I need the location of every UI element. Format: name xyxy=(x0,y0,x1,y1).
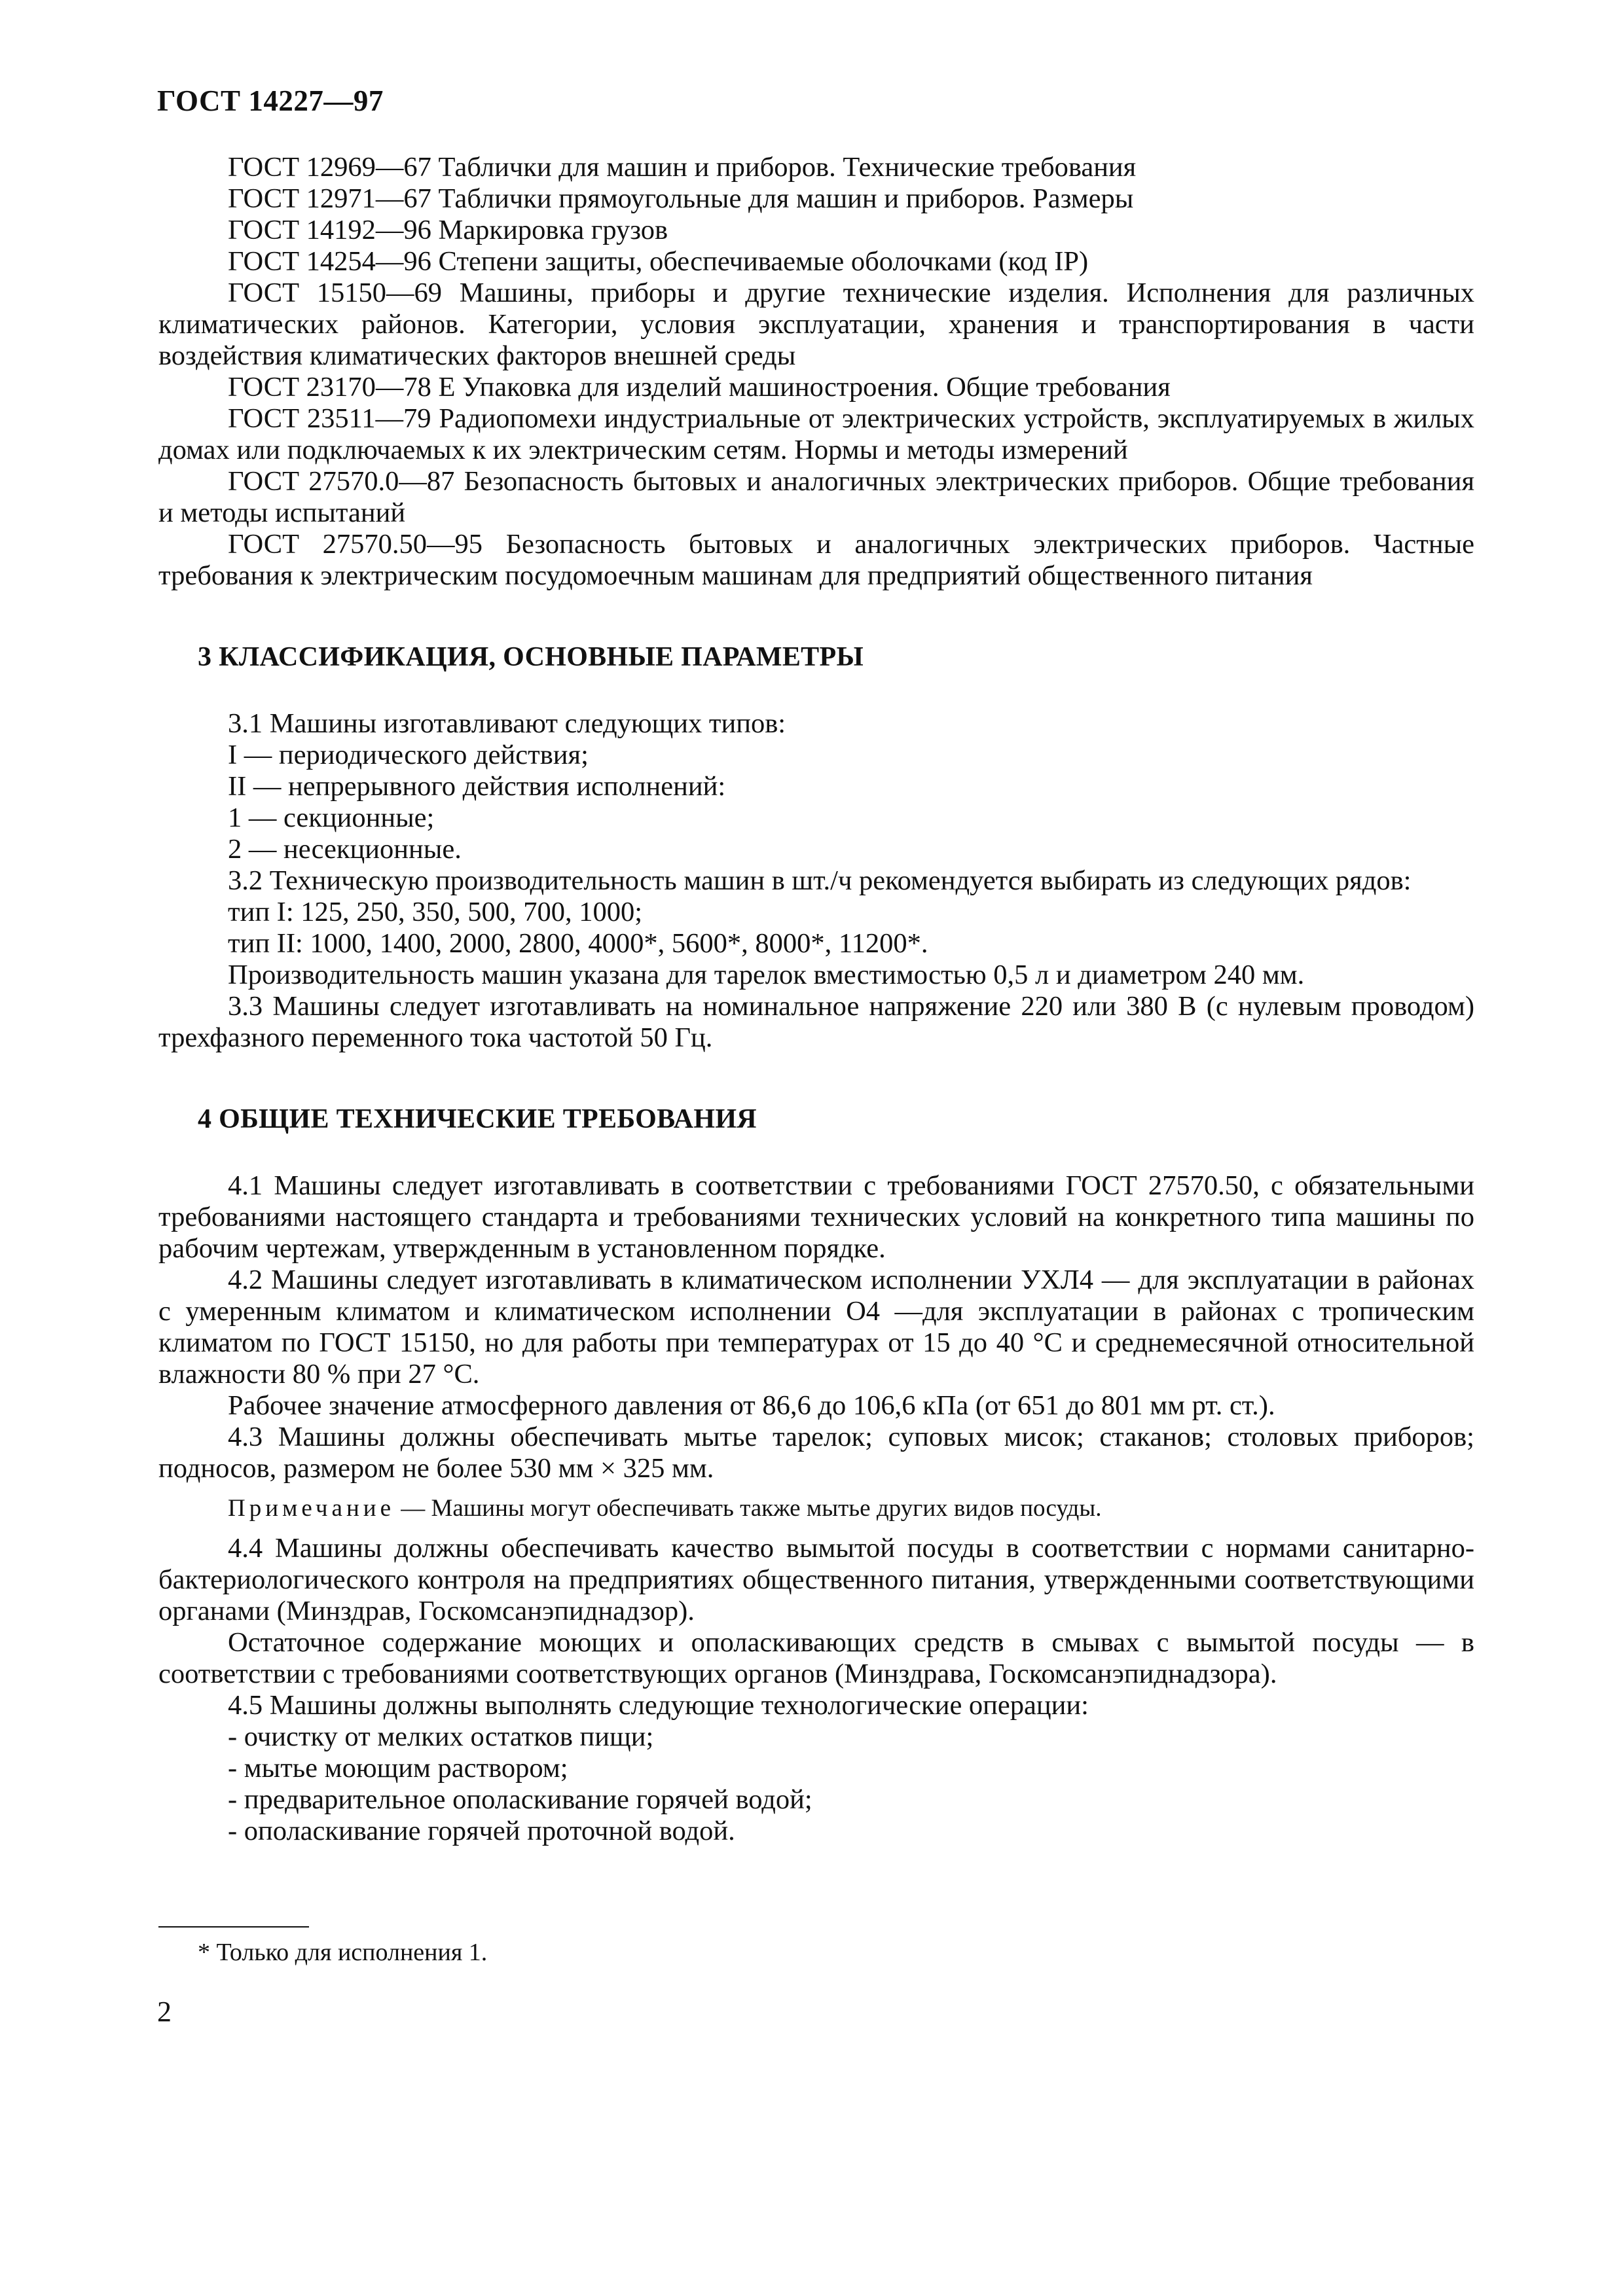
reference-item: ГОСТ 27570.0—87 Безопасность бытовых и аналогичных электрических приборов. Общие требования и методы испытаний xyxy=(158,466,1474,528)
reference-item: ГОСТ 23170—78 Е Упаковка для изделий машиностроения. Общие требования xyxy=(228,372,1171,403)
operation-item: - мытье моющим раствором; xyxy=(228,1753,568,1784)
paragraph-3-2: 3.2 Техническую производительность машин в шт./ч рекомендуется выбирать из следующих рядов: xyxy=(228,865,1412,896)
reference-item: ГОСТ 12969—67 Таблички для машин и приборов. Технические требования xyxy=(228,152,1137,183)
operation-item: - предварительное ополаскивание горячей водой; xyxy=(228,1784,812,1815)
paragraph-4-2: 4.2 Машины следует изготавливать в климатическом исполнении УХЛ4 — для эксплуатации в районах с умеренным климатом и климатическом исполнении О4 —для эксплуатации в районах с тропическим климатом по ГОСТ 15150, но для работы при температурах от 15 до 40 °С и среднемесячной относительной влажности 80 % при 27 °С. xyxy=(158,1265,1474,1390)
operation-item: - ополаскивание горячей проточной водой. xyxy=(228,1816,735,1846)
reference-item: ГОСТ 14192—96 Маркировка грузов xyxy=(228,215,668,245)
paragraph-4-1: 4.1 Машины следует изготавливать в соответствии с требованиями ГОСТ 27570.50, с обязательными требованиями настоящего стандарта и требованиями технических условий на конкретного типа машины по рабочим чертежам, утвержденным в установленном порядке. xyxy=(158,1170,1474,1264)
operation-item: - очистку от мелких остатков пищи; xyxy=(228,1721,654,1752)
note-text: — Машины могут обеспечивать также мытье других видов посуды. xyxy=(395,1495,1102,1522)
execution-item: 2 — несекционные. xyxy=(228,834,462,865)
reference-item: ГОСТ 12971—67 Таблички прямоугольные для машин и приборов. Размеры xyxy=(228,183,1134,214)
note-paragraph xyxy=(158,1494,1474,1524)
reference-item: ГОСТ 27570.50—95 Безопасность бытовых и аналогичных электрических приборов. Частные требования к электрическим посудомоечным машинам для предприятий общественного питания xyxy=(158,529,1474,591)
note-label: Примечание xyxy=(228,1495,395,1522)
productivity-note: Производительность машин указана для тарелок вместимостью 0,5 л и диаметром 240 мм. xyxy=(228,960,1305,990)
page-content xyxy=(158,152,1474,1847)
productivity-row: тип II: 1000, 1400, 2000, 2800, 4000*, 5600*, 8000*, 11200*. xyxy=(228,928,928,959)
productivity-row: тип I: 125, 250, 350, 500, 700, 1000; xyxy=(228,897,643,927)
running-header: ГОСТ 14227—97 xyxy=(157,84,384,117)
execution-item: 1 — секционные; xyxy=(228,802,435,833)
reference-item: ГОСТ 23511—79 Радиопомехи индустриальные от электрических устройств, эксплуатируемых в жилых домах или подключаемых к их электрическим сетям. Нормы и методы измерений xyxy=(158,403,1474,465)
footnote: * Только для исполнения 1. xyxy=(198,1939,488,1966)
paragraph-4-5: 4.5 Машины должны выполнять следующие технологические операции: xyxy=(228,1690,1089,1721)
section-3-heading: 3 КЛАССИФИКАЦИЯ, ОСНОВНЫЕ ПАРАМЕТРЫ xyxy=(198,642,864,672)
paragraph-3-3: 3.3 Машины следует изготавливать на номинальное напряжение 220 или 380 В (с нулевым проводом) трехфазного переменного тока частотой 50 Гц. xyxy=(158,991,1474,1053)
paragraph-4-4: 4.4 Машины должны обеспечивать качество вымытой посуды в соответствии с нормами санитарно-бактериологического контроля на предприятиях общественного питания, утвержденными соответствующими органами (Минздрав, Госкомсанэпиднадзор). xyxy=(158,1533,1474,1626)
reference-item: ГОСТ 15150—69 Машины, приборы и другие технические изделия. Исполнения для различных климатических районов. Категории, условия эксплуатации, хранения и транспортирования в части воздействия климатических факторов внешней среды xyxy=(158,278,1474,371)
residual-paragraph: Остаточное содержание моющих и ополаскивающих средств в смывах с вымытой посуды — в соответствии с требованиями соответствующих органов (Минздрава, Госкомсанэпиднадзора). xyxy=(158,1627,1474,1689)
type-item: II — непрерывного действия исполнений: xyxy=(228,771,726,802)
pressure-paragraph: Рабочее значение атмосферного давления от 86,6 до 106,6 кПа (от 651 до 801 мм рт. ст.). xyxy=(228,1390,1275,1421)
paragraph-4-3: 4.3 Машины должны обеспечивать мытье тарелок; суповых мисок; стаканов; столовых приборов; подносов, размером не более 530 мм × 325 мм. xyxy=(158,1422,1474,1484)
page-number: 2 xyxy=(157,1996,172,2028)
footnote-divider xyxy=(158,1926,309,1928)
reference-item: ГОСТ 14254—96 Степени защиты, обеспечиваемые оболочками (код IP) xyxy=(228,246,1089,277)
normative-references xyxy=(158,152,1474,592)
section-4-heading: 4 ОБЩИЕ ТЕХНИЧЕСКИЕ ТРЕБОВАНИЯ xyxy=(198,1104,757,1134)
type-item: I — периодического действия; xyxy=(228,740,589,770)
paragraph-3-1: 3.1 Машины изготавливают следующих типов: xyxy=(228,708,786,739)
